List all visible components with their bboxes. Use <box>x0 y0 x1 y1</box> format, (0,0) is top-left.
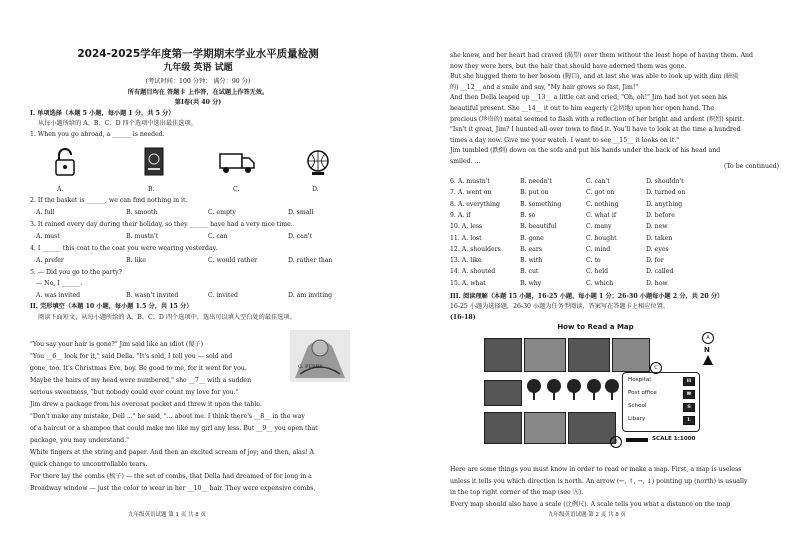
q3-option-a: A. must <box>36 233 60 240</box>
map-paragraph-line: Every map should also have a scale (比例尺). A scale tells you what a distance on the map <box>450 500 731 508</box>
passage-line: smiled. ... <box>450 158 481 165</box>
north-label: N <box>704 346 710 354</box>
post-office-icon: ✉ <box>683 390 695 399</box>
part-1-heading: 第Ⅰ卷(共 40 分) <box>174 99 222 106</box>
passage-line: "Don't make any mistake, Dell ..." he said, "... about me. I think there's __8__ in the way <box>30 413 305 420</box>
passage-line: 的) __12__ and a smile and say, "My hair grows so fast, Jim!" <box>450 83 639 91</box>
cloze-option: 12. A. shoulders <box>450 245 501 253</box>
passage-line: White fingers at the string and paper. And then an excited scream of joy; and then, alas! A <box>30 449 314 456</box>
passage-line: beautiful present. She __14__ it out to him eagerly (急切地) upon her open hand. The <box>450 105 714 112</box>
scale-label: SCALE 1:1000 <box>652 436 696 442</box>
cloze-option: B. with <box>520 257 543 265</box>
cloze-option: D. anything <box>646 200 683 208</box>
passage-line: quick change to uncontrollable tears. <box>30 461 148 468</box>
q3-option-c: C. can <box>208 233 228 240</box>
passage-line: Jim drew a package from his overcoat pocket and threw it upon the table. <box>30 401 262 408</box>
north-arrow <box>702 332 714 368</box>
passage-line: of a haircut or a shampoo that could make me like my girl any less. But __9__ you open that <box>30 425 318 432</box>
cloze-option: C. to <box>586 257 601 265</box>
passage-line: now they were hers, but the hair that should have adorned them was gone. <box>450 62 687 70</box>
q4-option-a: A. prefer <box>36 257 64 264</box>
cloze-option: 14. A. shouted <box>450 268 496 276</box>
cloze-option: C. what if <box>586 211 617 219</box>
cloze-option: B. gone <box>520 234 544 242</box>
question-1: 1. When you go abroad, a ______ is needed. <box>30 131 165 138</box>
map-block <box>484 380 522 406</box>
q1-label-a: A. <box>57 186 64 193</box>
cloze-option: B. cut <box>520 268 539 276</box>
exam-title: 2024-2025学年度第一学期期末学业水平质量检测 <box>77 48 319 60</box>
illustration-caption: G. PERRY <box>298 364 323 370</box>
passage-line: "Isn't it great, Jim? I hunted all over town to find it. You'll have to look at the time a hundred <box>450 126 741 134</box>
cloze-option: C. nothing <box>586 200 619 208</box>
map-legend <box>622 372 700 432</box>
q3-option-b: B. mustn't <box>126 233 159 240</box>
hospital-icon: H <box>683 377 695 386</box>
question-5-reply: — No, I ______. <box>36 280 83 287</box>
passport-icon <box>143 146 165 178</box>
cloze-option: C. bought <box>586 234 617 242</box>
passage-line: Maybe the hairs of my head were numbered," she __7__ with a sudden <box>30 377 252 384</box>
cloze-option: D. for <box>646 257 664 265</box>
cloze-option: 13. A. like <box>450 257 482 265</box>
q1-label-c: C. <box>233 186 240 193</box>
cloze-option: 9. A. if <box>450 211 471 219</box>
marker-a: A <box>702 332 714 344</box>
map-block <box>484 338 522 372</box>
cloze-option: D. how <box>646 279 668 287</box>
q4-option-d: D. rather than <box>288 257 333 264</box>
q4-option-b: B. like <box>126 257 146 264</box>
cloze-option: D. shouldn't <box>646 178 684 185</box>
passage-line: precious (珍贵的) metal seemed to flash with a reflection of her bright and ardent (炽烈) spirit. <box>450 115 745 123</box>
page-2 <box>398 0 793 540</box>
cloze-option: 8. A. everything <box>450 200 500 208</box>
section-1-instruction: 从每小题所给的 A、B、C、D 四个选项中选出最佳选项。 <box>38 120 197 127</box>
passage-line: she knew, and her heart had craved (渴望) over them without the least hope of having them. And <box>450 52 754 59</box>
cloze-option: 7. A. went on <box>450 189 492 197</box>
legend-library: Libary <box>628 416 646 422</box>
cloze-option: C. many <box>586 223 612 231</box>
cloze-option: B. put on <box>520 189 549 197</box>
cloze-option: C. can't <box>586 178 610 185</box>
section-3-title: III. 阅读理解（本题 15 小题，16-25 小题，每小题 1 分；26-30 小题每小题 2 分，共 20 分） <box>450 293 724 300</box>
map-paragraph-line: unless it tells you which direction is north. An arrow (←, ↑, →, ↓) pointing up (north) is usually <box>450 477 748 485</box>
legend-school: School <box>628 403 647 409</box>
q5-option-a: A. was invited <box>36 292 81 299</box>
marker-b: B <box>610 436 622 448</box>
cloze-option: D. called <box>646 268 674 276</box>
q2-option-c: C. empty <box>208 209 236 216</box>
cloze-option: B. ears <box>520 245 542 253</box>
passage-line: And then Della leaped up __13__ a little cat and cried, "Oh, oh!" Jim had not yet seen his <box>450 94 728 102</box>
q1-label-b: B. <box>148 186 155 193</box>
map-block <box>568 338 610 372</box>
cloze-option: 6. A. mustn't <box>450 178 490 185</box>
cloze-option: 15. A. what <box>450 279 486 287</box>
cloze-option: D. eyes <box>646 245 669 253</box>
globe-icon <box>304 148 332 178</box>
passage-line: package, you may understand." <box>30 437 129 444</box>
map-block <box>524 338 566 372</box>
section-3-instruction: 16-25 小题为选择题，26-30 小题为任务型阅读，答案写在答题卡上相应位置。 <box>450 303 670 310</box>
q5-option-d: D. am inviting <box>288 292 333 299</box>
map-block <box>568 412 616 444</box>
q2-option-a: A. full <box>36 209 55 216</box>
school-icon: S <box>683 403 695 412</box>
cloze-option: D. taken <box>646 234 673 242</box>
padlock-icon <box>52 146 78 178</box>
passage-line: Jim tumbled (跌倒) down on the sofa and put his hands under the back of his head and <box>450 147 721 155</box>
section-1-title: I. 单项选择（本题 5 小题，每小题 1 分，共 5 分） <box>30 110 175 117</box>
passage-line: Broadway window — just the color to wear in her __10__ hair. They were expensive combs, <box>30 485 316 492</box>
passage-line: times a day now. Give me your watch. I want to see __15__ it looks on it." <box>450 136 680 144</box>
exam-subtitle: 九年级 英语 试题 <box>163 63 233 73</box>
q2-option-b: B. smooth <box>126 209 158 216</box>
passage-label: (16-18) <box>450 314 476 321</box>
arrow-up-icon <box>703 355 713 365</box>
section-2-title: II. 完形填空（本题 10 小题，每小题 1.5 分，共 15 分） <box>30 303 193 310</box>
page-1-footer: 九年级英语试题 第 1 页 共 8 页 <box>128 512 206 518</box>
cloze-option: 10. A. less <box>450 223 483 231</box>
cloze-option: D. new <box>646 223 668 231</box>
question-2: 2. If the basket is ______, we can find nothing in it. <box>30 197 188 204</box>
passage-line: "You __6__ look for it," said Della. "It's sold, I tell you — sold and <box>30 353 233 360</box>
cloze-option: B. needn't <box>520 178 552 185</box>
story-illustration <box>290 330 350 382</box>
cloze-option: D. before <box>646 211 675 219</box>
cloze-option: C. held <box>586 268 609 276</box>
map-paragraph-line: in the top right corner of the map (see Ⓐ). <box>450 489 584 496</box>
map-paragraph-line: Here are some things you must know in order to read or make a map. First, a map is useless <box>450 466 742 473</box>
q4-option-c: C. would rather <box>208 257 258 264</box>
answer-note: 所有题目均在 答题卡 上作答，在试题上作答无效。 <box>127 89 269 96</box>
marker-c: C <box>650 362 662 374</box>
q1-label-d: D. <box>312 186 319 193</box>
cloze-option: B. something <box>520 200 562 208</box>
cloze-option: B. why <box>520 279 542 287</box>
q5-option-c: C. invited <box>208 292 238 299</box>
cloze-option: B. so <box>520 211 536 219</box>
page-1 <box>0 0 396 540</box>
map-block <box>612 338 650 372</box>
question-4: 4. I ______ this coat to the coat you were wearing yesterday. <box>30 245 218 252</box>
cloze-option: 11. A. lost <box>450 234 482 242</box>
cloze-option: B. beautiful <box>520 223 557 231</box>
legend-hospital: Hospital <box>628 377 651 383</box>
cloze-option: C. mind <box>586 245 611 253</box>
passage-line: serious sweetness, "but nobody could ever count my love for you." <box>30 389 239 396</box>
page-2-footer: 九年级英语试题 第 2 页 共 8 页 <box>548 512 626 518</box>
library-icon: L <box>683 416 695 425</box>
to-be-continued: (To be continued) <box>724 163 779 170</box>
q5-option-b: B. wasn't invited <box>126 292 179 299</box>
scale-bar <box>626 438 648 442</box>
truck-icon <box>218 150 256 176</box>
map-block <box>524 412 566 444</box>
time-note: (考试时间：100 分钟； 满分：90 分) <box>145 78 251 85</box>
trees-icon <box>524 376 622 406</box>
map-title: How to Read a Map <box>557 323 634 331</box>
passage-line: "You say your hair is gone?" Jim said like an idiot (傻子) <box>30 341 204 348</box>
map-block <box>484 412 522 444</box>
cloze-option: C. got on <box>586 189 615 197</box>
passage-line: For there lay the combs (梳子) — the set of combs, that Della had dreamed of for long in a <box>30 473 312 480</box>
section-2-instruction: 阅读下面短文，从每小题所给的 A、B、C、D 四个选项中，选出可以填入空白处的最佳选项。 <box>38 314 296 321</box>
q2-option-d: D. small <box>288 209 314 216</box>
cloze-option: C. which <box>586 279 614 287</box>
q3-option-d: D. can't <box>288 233 313 240</box>
passage-line: gone, too. It's Christmas Eve, boy. Be good to me, for it went for you. <box>30 365 247 372</box>
legend-post-office: Post office <box>628 390 657 396</box>
question-5: 5. — Did you go to the party? <box>30 269 122 276</box>
cloze-option: D. turned on <box>646 189 686 197</box>
question-3: 3. It rained every day during their holiday, so they ______ have had a very nice time. <box>30 221 293 228</box>
passage-line: But she hugged them to her bosom (胸口), and at last she was able to look up with dim (暗淡 <box>450 73 739 81</box>
